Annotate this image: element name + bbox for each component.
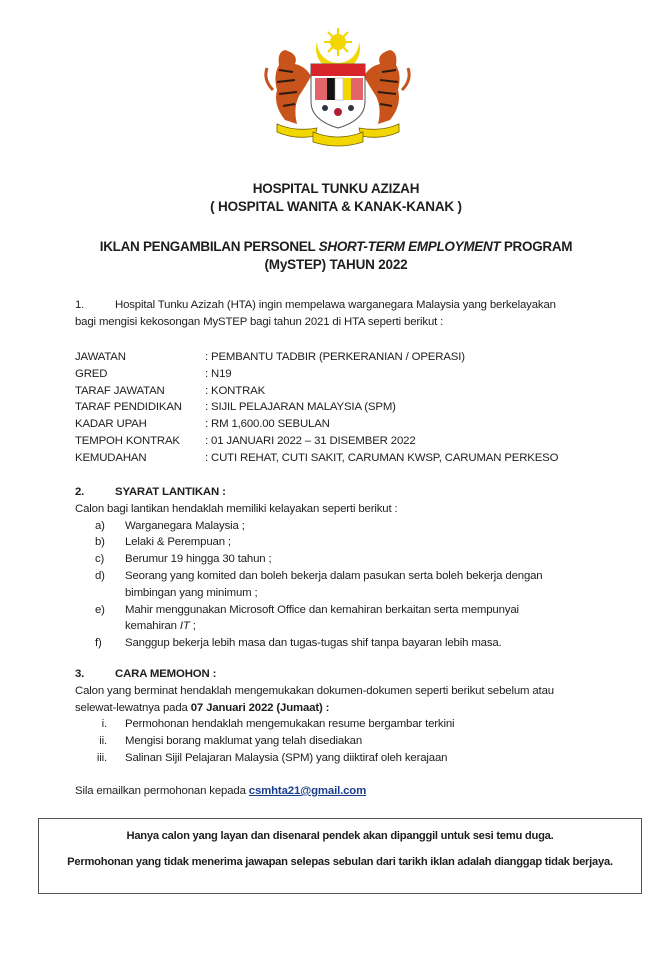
detail-label: KADAR UPAH [75,418,147,431]
list-marker: iii. [96,751,107,764]
tiger-left-icon [266,50,311,124]
list-item [95,635,645,652]
list-text: Permohonan hendaklah mengemukakan resume bergambar terkini [125,718,455,731]
hospital-subtitle: ( HOSPITAL WANITA & KANAK-KANAK ) [210,199,462,214]
section-1-intro [75,297,635,331]
tiger-right-icon [364,50,409,124]
detail-label: TEMPOH KONTRAK [75,434,180,447]
section-2-intro: Calon bagi lantikan hendaklah memiliki kelayakan seperti berikut : [75,502,398,515]
malaysia-coat-of-arms-logo [255,20,420,150]
section-1-line2: bagi mengisi kekosongan MySTEP bagi tahun 2021 di HTA seperti berikut : [75,315,444,328]
list-text: Mengisi borang maklumat yang telah disediakan [125,735,363,748]
list-item [95,602,645,636]
list-item [95,518,645,535]
list-marker: f) [95,637,102,650]
list-item [75,750,645,767]
list-marker: e) [95,603,105,616]
list-item [95,568,645,602]
list-item [95,551,645,568]
detail-label: GRED [75,367,108,380]
detail-label: TARAF PENDIDIKAN [75,401,182,414]
list-text: Salinan Sijil Pelajaran Malaysia (SPM) yang diiktiraf oleh kerajaan [125,751,448,764]
section-1-number: 1. [75,299,85,311]
list-text: Lelaki & Perempuan ; [125,536,231,549]
detail-row [75,450,558,467]
list-marker: c) [95,553,105,566]
documents-list [75,716,645,766]
detail-row [75,399,558,416]
section-3-intro-line1: Calon yang berminat hendaklah mengemukakan dokumen-dokumen seperti berikut sebelum atau [75,684,554,697]
list-item [95,534,645,551]
header [0,180,672,274]
section-3-how-to-apply [75,666,645,767]
job-details-table [75,349,558,467]
hospital-name: HOSPITAL TUNKU AZIZAH [252,181,420,196]
star-icon [324,28,352,56]
list-item [75,733,645,750]
list-text: Berumur 19 hingga 30 tahun ; [125,553,272,566]
notice-box [38,818,642,894]
notice-line-2: Permohonan yang tidak menerima jawapan selepas sebulan dari tarikh iklan adalah dianggap tidak berjaya. [67,856,613,868]
ad-title-suffix: PROGRAM [500,239,573,254]
list-marker: d) [95,569,105,582]
detail-row [75,416,558,433]
shield-icon [311,64,365,128]
detail-row [75,366,558,383]
detail-label: JAWATAN [75,351,126,363]
list-text: Sanggup bekerja lebih masa dan tugas-tugas shif tanpa bayaran lebih masa. [125,637,502,650]
list-marker: b) [95,536,105,549]
list-text: Mahir menggunakan Microsoft Office dan kemahiran berkaitan serta mempunyai [125,603,519,616]
email-link[interactable]: csmhta21@gmail.com [248,785,367,797]
ad-title-prefix: IKLAN PENGAMBILAN PERSONEL [99,239,319,254]
requirements-list [95,518,645,652]
ad-title-italic: SHORT-TERM EMPLOYMENT [318,239,501,254]
notice-line-1: Hanya calon yang layan dan disenaraI pendek akan dipanggil untuk sesi temu duga. [126,830,554,842]
detail-label: KEMUDAHAN [75,451,147,464]
list-text-cont-italic: IT [179,620,190,633]
email-prefix: Sila emailkan permohonan kepada [75,785,249,797]
detail-value: : 01 JANUARI 2022 – 31 DISEMBER 2022 [205,434,416,447]
list-marker: i. [101,718,107,731]
section-3-heading: CARA MEMOHON : [115,668,217,680]
section-2-number: 2. [75,486,85,498]
detail-value: : N19 [205,367,232,380]
list-text-cont-prefix: kemahiran [125,620,180,633]
list-text-cont: bimbingan yang minimum ; [125,586,258,599]
detail-value: : KONTRAK [205,384,266,397]
section-3-number: 3. [75,668,85,680]
ad-title-line2: (MySTEP) TAHUN 2022 [264,257,408,272]
section-2-requirements [75,484,645,652]
section-1-line1: Hospital Tunku Azizah (HTA) ingin mempelawa warganegara Malaysia yang berkelayakan [115,299,556,311]
list-marker: ii. [99,735,107,748]
section-3-intro-line2: selewat-lewatnya pada [75,701,191,714]
ad-title [0,238,672,256]
list-text: Warganegara Malaysia ; [125,519,245,532]
deadline-date: 07 Januari 2022 (Jumaat) : [190,701,330,714]
detail-value: : CUTI REHAT, CUTI SAKIT, CARUMAN KWSP, CARUMAN PERKESO [205,451,559,464]
list-text: Seorang yang komited dan boleh bekerja dalam pasukan serta boleh bekerja dengan [125,569,543,582]
detail-value: : PEMBANTU TADBIR (PERKERANIAN / OPERASI) [205,351,465,363]
detail-row [75,433,558,450]
section-2-heading: SYARAT LANTIKAN : [115,486,226,498]
detail-row [75,383,558,400]
list-item [75,716,645,733]
detail-value: : RM 1,600.00 SEBULAN [205,418,330,431]
list-marker: a) [95,519,105,532]
list-text-cont-suffix: ; [189,620,196,633]
email-instruction [75,783,366,800]
detail-label: TARAF JAWATAN [75,384,165,397]
detail-row [75,349,558,366]
detail-value: : SIJIL PELAJARAN MALAYSIA (SPM) [205,401,396,414]
